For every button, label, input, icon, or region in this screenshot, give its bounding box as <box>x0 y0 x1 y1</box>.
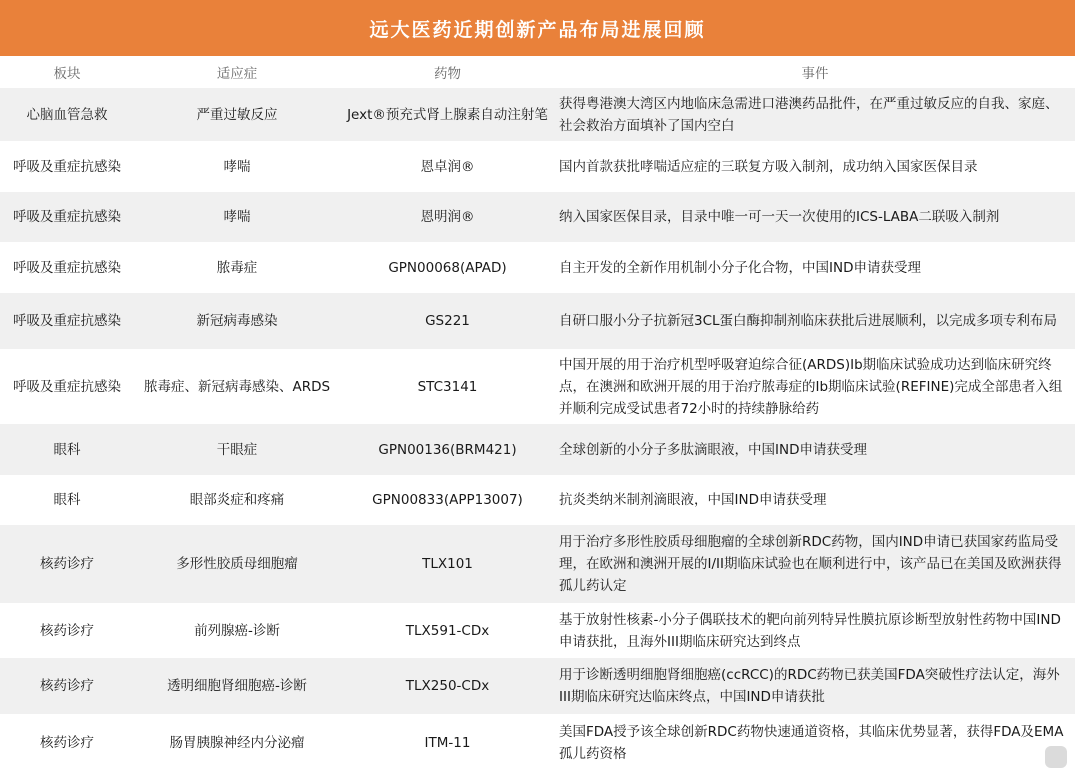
indication-cell: 透明细胞肾细胞癌-诊断 <box>134 658 340 714</box>
drug-cell: STC3141 <box>340 349 555 424</box>
table-row <box>0 141 1075 192</box>
indication-cell: 前列腺癌-诊断 <box>134 603 340 658</box>
header-sector: 板块 <box>53 66 81 82</box>
header-row <box>0 56 1075 88</box>
indication-cell: 哮喘 <box>134 192 340 242</box>
drug-cell: GPN00068(APAD) <box>340 242 555 293</box>
table-row <box>0 525 1075 603</box>
table-title: 远大医药近期创新产品布局进展回顾 <box>0 0 1075 56</box>
indication-cell: 新冠病毒感染 <box>134 293 340 349</box>
table-row <box>0 192 1075 242</box>
sector-cell: 核药诊疗 <box>0 658 134 714</box>
drug-cell: 恩卓润® <box>340 141 555 192</box>
event-cell: 纳入国家医保目录，目录中唯一可一天一次使用的ICS-LABA二联吸入制剂 <box>555 192 1075 242</box>
drug-cell: Jext®预充式肾上腺素自动注射笔 <box>340 88 555 141</box>
header-event: 事件 <box>801 66 829 82</box>
drug-cell: GPN00833(APP13007) <box>340 475 555 525</box>
sector-cell: 呼吸及重症抗感染 <box>0 349 134 424</box>
table-row <box>0 714 1075 771</box>
event-cell: 美国FDA授予该全球创新RDC药物快速通道资格，其临床优势显著，获得FDA及EMA孤儿药资格 <box>555 714 1075 771</box>
event-cell: 自主开发的全新作用机制小分子化合物，中国IND申请获受理 <box>555 242 1075 293</box>
sector-cell: 眼科 <box>0 475 134 525</box>
event-cell: 自研口服小分子抗新冠3CL蛋白酶抑制剂临床获批后进展顺利，以完成多项专利布局 <box>555 293 1075 349</box>
table-row <box>0 658 1075 714</box>
event-cell: 用于诊断透明细胞肾细胞癌(ccRCC)的RDC药物已获美国FDA突破性疗法认定，海外III期临床研究达临床终点，中国IND申请获批 <box>555 658 1075 714</box>
indication-cell: 脓毒症、新冠病毒感染、ARDS <box>134 349 340 424</box>
table-row <box>0 475 1075 525</box>
sector-cell: 呼吸及重症抗感染 <box>0 141 134 192</box>
drug-cell: GS221 <box>340 293 555 349</box>
table-row <box>0 242 1075 293</box>
sector-cell: 核药诊疗 <box>0 714 134 771</box>
event-cell: 中国开展的用于治疗机型呼吸窘迫综合征(ARDS)Ib期临床试验成功达到临床研究终点，在澳洲和欧洲开展的用于治疗脓毒症的Ib期临床试验(REFINE)完成全部患者入组并顺利完成受试患者72小时的持续静脉给药 <box>555 349 1075 424</box>
sector-cell: 呼吸及重症抗感染 <box>0 192 134 242</box>
indication-cell: 多形性胶质母细胞瘤 <box>134 525 340 603</box>
indication-cell: 严重过敏反应 <box>134 88 340 141</box>
table-row <box>0 293 1075 349</box>
indication-cell: 干眼症 <box>134 424 340 475</box>
sector-cell: 核药诊疗 <box>0 603 134 658</box>
indication-cell: 眼部炎症和疼痛 <box>134 475 340 525</box>
product-table <box>0 56 1075 771</box>
sector-cell: 眼科 <box>0 424 134 475</box>
sector-cell: 心脑血管急救 <box>0 88 134 141</box>
sector-cell: 核药诊疗 <box>0 525 134 603</box>
drug-cell: ITM-11 <box>340 714 555 771</box>
table-row <box>0 603 1075 658</box>
header-drug: 药物 <box>434 66 461 82</box>
sector-cell: 呼吸及重症抗感染 <box>0 293 134 349</box>
drug-cell: TLX250-CDx <box>340 658 555 714</box>
event-cell: 国内首款获批哮喘适应症的三联复方吸入制剂，成功纳入国家医保目录 <box>555 141 1075 192</box>
event-cell: 基于放射性核素-小分子偶联技术的靶向前列特异性膜抗原诊断型放射性药物中国IND申请获批，且海外III期临床研究达到终点 <box>555 603 1075 658</box>
sector-cell: 呼吸及重症抗感染 <box>0 242 134 293</box>
drug-cell: 恩明润® <box>340 192 555 242</box>
drug-cell: GPN00136(BRM421) <box>340 424 555 475</box>
indication-cell: 哮喘 <box>134 141 340 192</box>
table-row <box>0 349 1075 424</box>
header-indication: 适应症 <box>216 66 258 82</box>
event-cell: 全球创新的小分子多肽滴眼液，中国IND申请获受理 <box>555 424 1075 475</box>
event-cell: 抗炎类纳米制剂滴眼液，中国IND申请获受理 <box>555 475 1075 525</box>
drug-cell: TLX101 <box>340 525 555 603</box>
drug-cell: TLX591-CDx <box>340 603 555 658</box>
table-row <box>0 88 1075 141</box>
event-cell: 获得粤港澳大湾区内地临床急需进口港澳药品批件，在严重过敏反应的自我、家庭、社会救治方面填补了国内空白 <box>555 88 1075 141</box>
indication-cell: 肠胃胰腺神经内分泌瘤 <box>134 714 340 771</box>
event-cell: 用于治疗多形性胶质母细胞瘤的全球创新RDC药物，国内IND申请已获国家药监局受理，在欧洲和澳洲开展的I/II期临床试验也在顺利进行中，该产品已在美国及欧洲获得孤儿药认定 <box>555 525 1075 603</box>
indication-cell: 脓毒症 <box>134 242 340 293</box>
table-row <box>0 424 1075 475</box>
